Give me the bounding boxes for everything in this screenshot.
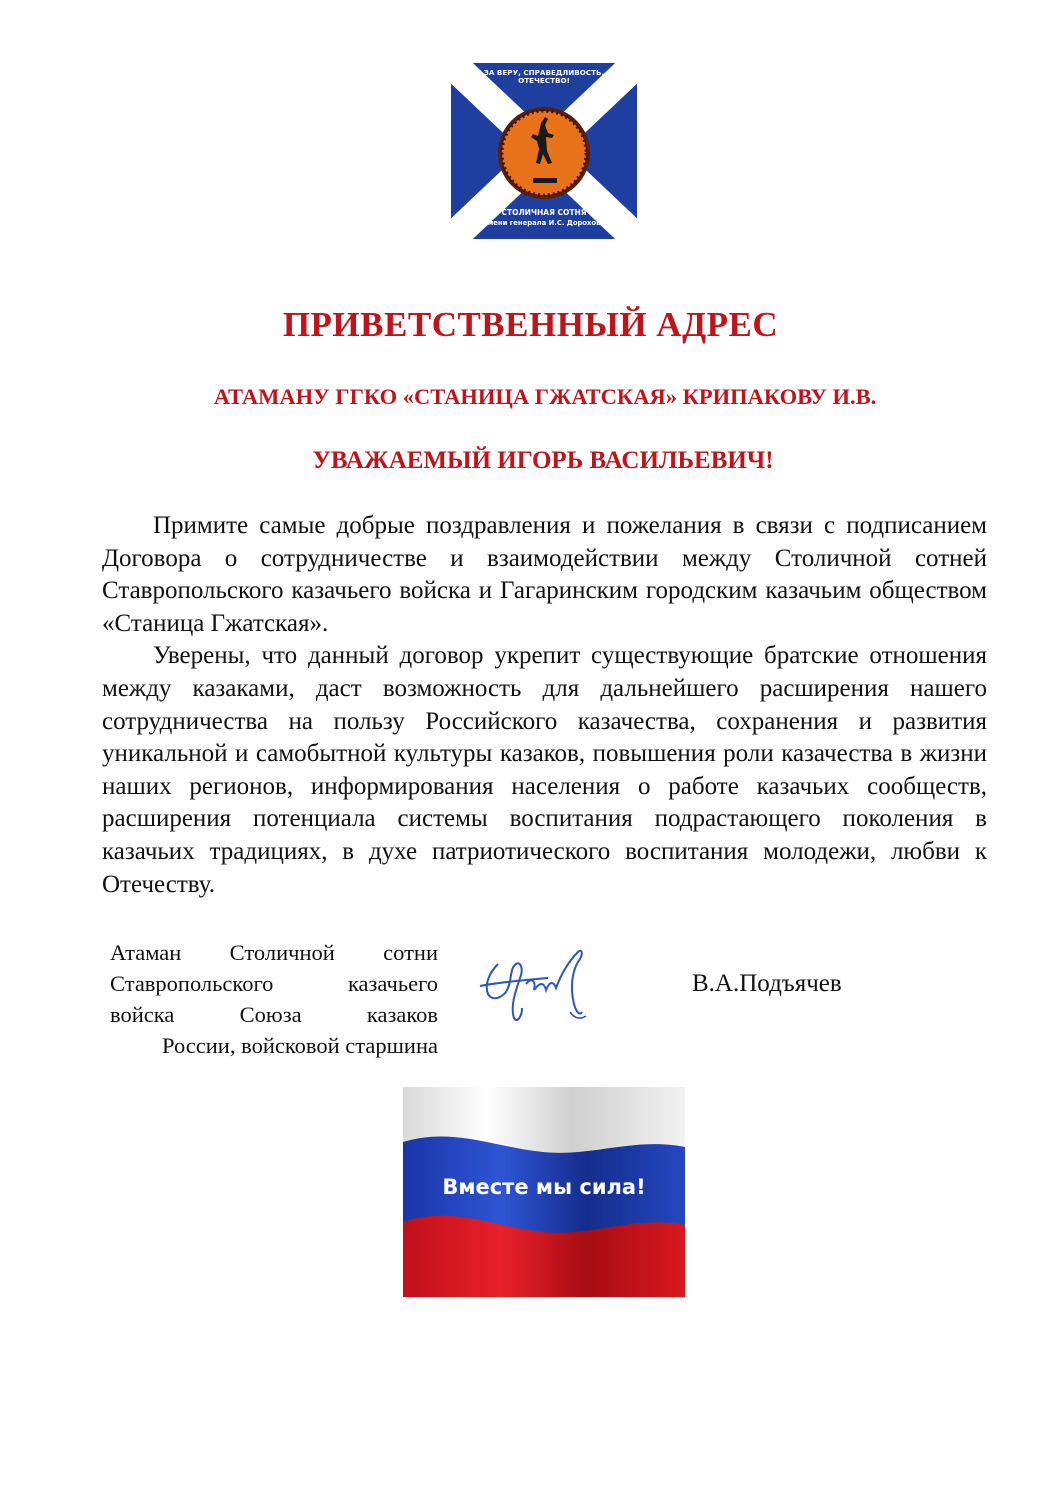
- cossack-emblem: [451, 63, 637, 239]
- body-paragraph: Уверены, что данный договор укрепит существующие братские отношения между казаками, даст возможность для дальнейшего расширения нашего сотрудничества на пользу Российского казачества, сохранения и развития уникальной и самобытной культуры казаков, повышения роли казачества в жизни наших регионов, информирования населения о работе казачьих сообществ, расширения потенциала системы воспитания подрастающего поколения в казачьих традициях, в духе патриотического воспитания молодежи, любви к Отечеству.: [102, 642, 987, 898]
- position-line: Ставропольского казачьего: [110, 971, 438, 996]
- emblem-unit-dedication: имени генерала И.С. Дорохова: [482, 219, 605, 227]
- banner-caption: Вместе мы сила!: [442, 1175, 646, 1199]
- emblem-unit-name: СТОЛИЧНАЯ СОТНЯ: [501, 208, 587, 217]
- signatory-position: [110, 937, 438, 1061]
- emblem-motto: ЗА ВЕРУ, СПРАВЕДЛИВОСТЬ, ОТЕЧЕСТВО!: [483, 68, 605, 85]
- russian-flag-banner: [403, 1087, 685, 1297]
- signatory-name: В.А.Подъячев: [692, 970, 842, 997]
- position-line: России, войсковой старшина: [162, 1033, 438, 1058]
- greeting-line: УВАЖАЕМЫЙ ИГОРЬ ВАСИЛЬЕВИЧ!: [312, 447, 774, 474]
- recipient-line: АТАМАНУ ГГКО «СТАНИЦА ГЖАТСКАЯ» КРИПАКОВУ И.В.: [213, 384, 877, 409]
- body-paragraph: Примите самые добрые поздравления и пожелания в связи с подписанием Договора о сотрудничестве и взаимодействии между Столичной сотней Ставропольского казачьего войска и Гагаринским городским казачьим обществом «Станица Гжатская».: [102, 512, 987, 637]
- handwritten-signature: [470, 932, 610, 1032]
- position-line: войска Союза казаков: [110, 1002, 438, 1027]
- letter-body: [102, 510, 987, 901]
- position-line: Атаман Столичной сотни: [110, 940, 438, 965]
- document-title: ПРИВЕТСТВЕННЫЙ АДРЕС: [282, 305, 779, 344]
